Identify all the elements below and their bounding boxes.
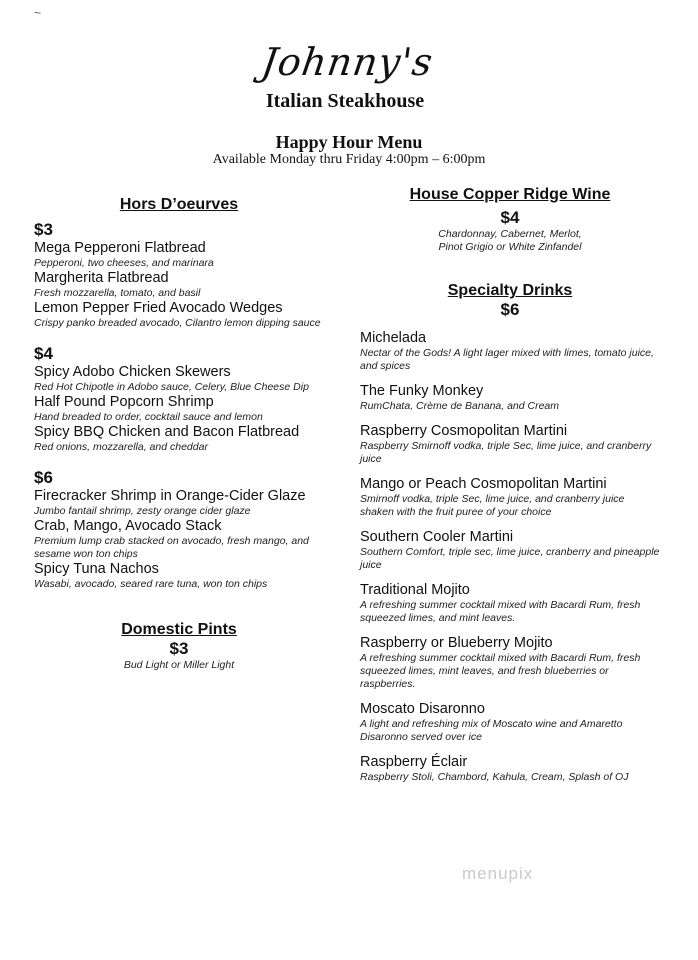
item-name: Spicy Tuna Nachos [34, 561, 159, 577]
item-name: Raspberry Éclair [360, 754, 468, 770]
price-label: $6 [34, 468, 53, 487]
price-label: $6 [500, 300, 520, 319]
hors-group-3 [34, 220, 324, 330]
item-desc: RumChata, Crème de Banana, and Cream [360, 400, 560, 412]
pints-section [34, 621, 324, 672]
item-desc: Red Hot Chipotle in Adobo sauce, Celery, Blue Cheese Dip [34, 381, 309, 393]
item-name: Moscato Disaronno [360, 701, 485, 717]
item-desc: Raspberry Smirnoff vodka, triple Sec, lime juice, and cranberry juice [360, 440, 652, 465]
drink-item [360, 476, 660, 519]
item-desc: Hand breaded to order, cocktail sauce and lemon [34, 411, 263, 423]
item-desc: Nectar of the Gods! A light lager mixed with limes, tomato juice, and spices [360, 347, 654, 372]
price-label: $4 [34, 344, 53, 363]
item-desc: Wasabi, avocado, seared rare tuna, won ton chips [34, 578, 268, 590]
pints-title: Domestic Pints [121, 621, 237, 638]
item-desc: Red onions, mozzarella, and cheddar [34, 441, 208, 453]
left-column [34, 196, 324, 672]
item-desc: A light and refreshing mix of Moscato wine and Amaretto Disaronno served over ice [360, 718, 623, 743]
hors-group-6 [34, 468, 324, 591]
item-name: Spicy BBQ Chicken and Bacon Flatbread [34, 424, 300, 440]
item-name: Margherita Flatbread [34, 270, 169, 286]
wine-title: House Copper Ridge Wine [409, 186, 611, 203]
watermark-text: menupix [462, 864, 534, 883]
price-label: $3 [34, 220, 53, 239]
price-label: $4 [500, 208, 520, 227]
price-label: $3 [169, 639, 189, 658]
drink-item [360, 383, 660, 413]
drink-item [360, 330, 660, 373]
corner-mark: ~ [34, 6, 42, 20]
item-desc: Smirnoff vodka, triple Sec, lime juice, and cranberry juice shaken with the fruit puree of your choice [360, 493, 625, 518]
item-name: Michelada [360, 330, 427, 346]
item-desc: Crispy panko breaded avocado, Cilantro lemon dipping sauce [34, 317, 321, 329]
item-name: Raspberry or Blueberry Mojito [360, 635, 553, 651]
item-name: Traditional Mojito [360, 582, 470, 598]
page-title: Happy Hour Menu [275, 132, 423, 152]
item-desc: Fresh mozzarella, tomato, and basil [34, 287, 201, 299]
item-name: Mango or Peach Cosmopolitan Martini [360, 476, 607, 492]
item-name: Crab, Mango, Avocado Stack [34, 518, 222, 534]
availability-text: Available Monday thru Friday 4:00pm – 6:00pm [212, 152, 486, 167]
item-name: Mega Pepperoni Flatbread [34, 240, 206, 256]
item-name: The Funky Monkey [360, 383, 484, 399]
hors-group-4 [34, 344, 324, 454]
pints-desc: Bud Light or Miller Light [123, 659, 235, 671]
drink-item [360, 635, 660, 691]
item-desc: Southern Comfort, triple sec, lime juice, cranberry and pineapple juice [360, 546, 660, 571]
drinks-title: Specialty Drinks [447, 282, 573, 299]
wine-desc-line1: Chardonnay, Cabernet, Merlot, [438, 228, 582, 240]
item-name: Lemon Pepper Fried Avocado Wedges [34, 300, 283, 316]
logo-subtitle: Italian Steakhouse [265, 90, 425, 112]
logo-script: Johnny's [258, 40, 437, 84]
item-desc: Pepperoni, two cheeses, and marinara [34, 257, 214, 269]
drink-item [360, 529, 660, 572]
item-name: Firecracker Shrimp in Orange-Cider Glaze [34, 488, 306, 504]
item-name: Southern Cooler Martini [360, 529, 514, 545]
drink-item [360, 754, 660, 784]
hors-title: Hors D’oeurves [119, 196, 239, 213]
right-column [360, 186, 660, 784]
item-name: Spicy Adobo Chicken Skewers [34, 364, 231, 380]
item-name: Half Pound Popcorn Shrimp [34, 394, 214, 410]
drink-item [360, 423, 660, 466]
item-desc: Raspberry Stoli, Chambord, Kahula, Cream, Splash of OJ [360, 771, 629, 783]
item-name: Raspberry Cosmopolitan Martini [360, 423, 568, 439]
item-desc: A refreshing summer cocktail mixed with Bacardi Rum, fresh squeezed limes, mint leaves, and fresh blueberries or raspberries. [360, 652, 641, 690]
drink-item [360, 582, 660, 625]
drink-item [360, 701, 660, 744]
wine-desc-line2: Pinot Grigio or White Zinfandel [438, 241, 582, 253]
item-desc: Premium lump crab stacked on avocado, fresh mango, and sesame won ton chips [34, 535, 309, 560]
item-desc: Jumbo fantail shrimp, zesty orange cider glaze [34, 505, 251, 517]
item-desc: A refreshing summer cocktail mixed with Bacardi Rum, fresh squeezed limes, and mint leaves. [360, 599, 641, 624]
